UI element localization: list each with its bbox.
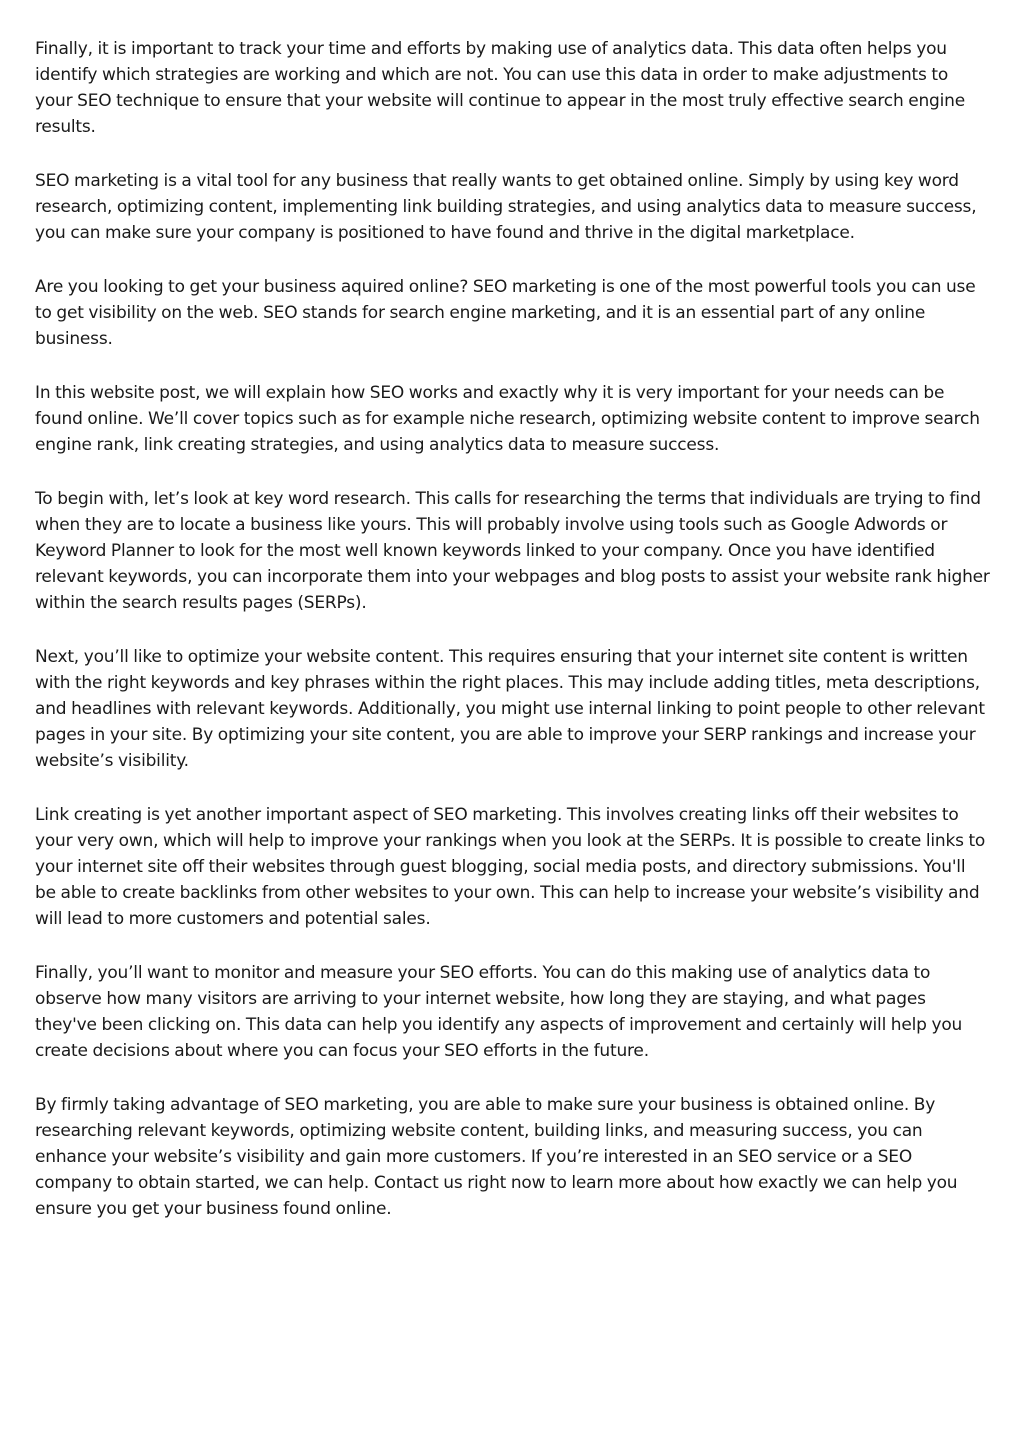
- paragraph-8: Finally, you’ll want to monitor and measure your SEO efforts. You can do this making use of analytics data to observe how many visitors are arriving to your internet website, how long they are staying, and what pages they've been clicking on. This data can help you identify any aspects of improvement and certainly will help you create decisions about where you can focus your SEO efforts in the future.: [35, 963, 963, 1061]
- paragraph-2: SEO marketing is a vital tool for any business that really wants to get obtained online. Simply by using key word research, optimizing content, implementing link building strategies, and using analytics data to measure success, you can make sure your company is positioned to have found and thrive in the digital marketplace.: [35, 171, 977, 243]
- paragraph-7: Link creating is yet another important aspect of SEO marketing. This involves creating links off their websites to your very own, which will help to improve your rankings when you look at the SERPs. It is possible to create links to your internet site off their websites through guest blogging, social media posts, and directory submissions. You'll be able to create backlinks from other websites to your own. This can help to increase your website’s visibility and will lead to more customers and potential sales.: [35, 805, 986, 929]
- paragraph-4: In this website post, we will explain how SEO works and exactly why it is very important for your needs can be found online. We’ll cover topics such as for example niche research, optimizing website content to improve search engine rank, link creating strategies, and using analytics data to measure success.: [35, 383, 980, 455]
- paragraph-5: To begin with, let’s look at key word research. This calls for researching the terms that individuals are trying to find when they are to locate a business like yours. This will probably involve using tools such as Google Adwords or Keyword Planner to look for the most well known keywords linked to your company. Once you have identified relevant keywords, you can incorporate them into your webpages and blog posts to assist your website rank higher within the search results pages (SERPs).: [35, 489, 990, 613]
- document-body: [35, 36, 990, 1250]
- paragraph-6: Next, you’ll like to optimize your website content. This requires ensuring that your internet site content is written with the right keywords and key phrases within the right places. This may include adding titles, meta descriptions, and headlines with relevant keywords. Additionally, you might use internal linking to point people to other relevant pages in your site. By optimizing your site content, you are able to improve your SERP rankings and increase your website’s visibility.: [35, 647, 985, 771]
- paragraph-1: Finally, it is important to track your time and efforts by making use of analytics data. This data often helps you identify which strategies are working and which are not. You can use this data in order to make adjustments to your SEO technique to ensure that your website will continue to appear in the most truly effective search engine results.: [35, 39, 965, 137]
- paragraph-3: Are you looking to get your business aquired online? SEO marketing is one of the most powerful tools you can use to get visibility on the web. SEO stands for search engine marketing, and it is an essential part of any online business.: [35, 277, 976, 349]
- paragraph-9: By firmly taking advantage of SEO marketing, you are able to make sure your business is obtained online. By researching relevant keywords, optimizing website content, building links, and measuring success, you can enhance your website’s visibility and gain more customers. If you’re interested in an SEO service or a SEO company to obtain started, we can help. Contact us right now to learn more about how exactly we can help you ensure you get your business found online.: [35, 1095, 958, 1219]
